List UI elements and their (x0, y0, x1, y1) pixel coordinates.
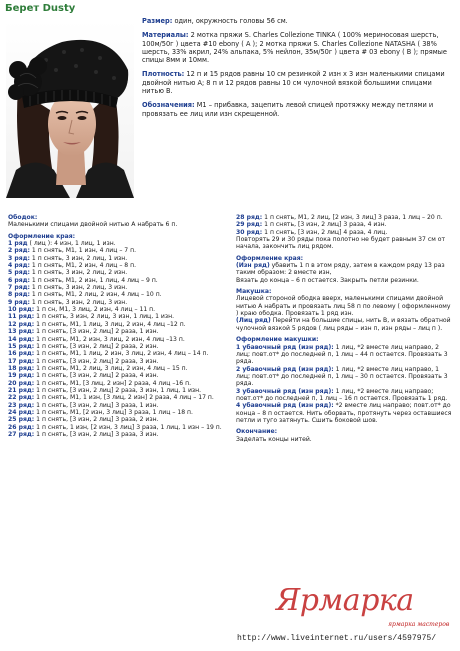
row-text: 1 п снять, М1, 2 изн, 3 лиц, 2 изн, 4 лиц –13 п. (34, 335, 185, 343)
row-number: 20 ряд: (8, 379, 35, 387)
section-heading: Окончание: (236, 428, 278, 436)
hat-photo (6, 20, 134, 198)
section-heading: Оформление макушки: (236, 336, 319, 344)
pattern-info (142, 17, 454, 124)
row-number: 3 убавочный ряд (изн ряд): (236, 387, 334, 395)
instruction-row (236, 388, 454, 403)
row-number: 10 ряд: (8, 306, 35, 314)
row-number: 23 ряд: (8, 401, 35, 409)
row-text: 1 лиц, *2 вместе лиц направо; повт.от* до последней п, 1 лиц – 16 п остается. Провязать 1 ряд. (236, 387, 448, 402)
row-number: 9 ряд: (8, 298, 30, 306)
row-text: Перейти на большие спицы, нить В, и вязать обратной чулочной вязкой 5 рядов ( лиц ряды – изн п, изн ряды – лиц п ). (236, 317, 451, 332)
instruction-row (8, 240, 226, 247)
instruction-row (8, 431, 226, 438)
instruction-row (8, 321, 226, 328)
row-number: 5 ряд: (8, 269, 30, 277)
row-text: 1 п снять, [3 изн, 2 лиц] 3 раза, 3 изн. (34, 430, 159, 438)
row-text: 1 п снять, [3 изн, 2 лиц] 2 раза, 3 изн, 1 лиц, 1 изн. (34, 386, 202, 394)
row-number: 24 ряд: (8, 408, 35, 416)
row-number: 15 ряд: (8, 342, 35, 350)
instruction-text: Повторять 29 и 30 ряды пока полотно не будет равным 37 см от начала, закончить лиц рядом. (236, 236, 446, 251)
row-number: 3 ряд: (8, 254, 30, 262)
density-info: Плотность: 12 п и 15 рядов равны 10 см резинкой 2 изн х 3 изн маленькими спицами двойной нитью А; 8 п и 12 рядов равны 10 см чулочной вязкой большими спицами нитью В. (142, 70, 445, 96)
row-number: 13 ряд: (8, 328, 35, 336)
row-text: 1 п снять, [3 изн, 2 лиц] 2 раза, 4 изн. (34, 372, 159, 380)
instruction-row (8, 424, 226, 431)
row-number: 6 ряд: (8, 276, 30, 284)
row-number: (Изн ряд) (236, 262, 270, 270)
instruction-row (236, 344, 454, 366)
instruction-row (236, 317, 454, 332)
instruction-row (8, 262, 226, 269)
row-number: 2 ряд: (8, 247, 30, 255)
instruction-row (8, 358, 226, 365)
row-number: 1 убавочный ряд (изн ряд): (236, 343, 334, 351)
instruction-row (8, 313, 226, 320)
instruction-row (8, 269, 226, 276)
instruction-row (236, 366, 454, 388)
row-text: 1 п снять, [3 изн, 2 лиц] 3 раза, 4 изн. (262, 221, 387, 229)
source-url: http://www.liveinternet.ru/users/4597975/ (237, 634, 437, 643)
instruction-text: Заделать концы нитей. (236, 435, 312, 443)
row-text: 1 п снять, [3 изн, 2 лиц] 4 раза, 4 лиц. (262, 228, 388, 236)
row-text: 1 п снять, М1, 1 изн, 4 лиц – 7 п. (30, 247, 137, 255)
instruction-row (236, 402, 454, 424)
instruction-row (8, 416, 226, 423)
row-number: 2 убавочный ряд (изн ряд): (236, 365, 334, 373)
row-text: 1 п снять, 3 изн, 2 лиц, 3 изн. (30, 298, 128, 306)
instruction-row (8, 247, 226, 254)
row-text: 1 п снять, М1, 1 изн, [3 лиц, 2 изн] 2 раза, 4 лиц – 17 п. (34, 394, 214, 402)
row-number: 1 ряд (8, 240, 28, 248)
row-number: 4 убавочный ряд (изн ряд): (236, 402, 334, 410)
section-heading: Оформление края: (236, 254, 304, 262)
instructions-left-column (8, 214, 226, 438)
instruction-row (8, 343, 226, 350)
row-text: 1 п снять, М1, 1 лиц, 2 изн, 3 лиц, 2 изн, 4 лиц – 14 п. (34, 350, 209, 358)
row-number: 26 ряд: (8, 423, 35, 431)
row-text: 1 п снять, М1, 1 лиц, 3 лиц, 2 изн, 4 лиц –12 п. (34, 320, 186, 328)
row-text: 1 п снять, 1 изн, [2 изн, 3 лиц] 3 раза, 1 лиц, 1 изн – 19 п. (34, 423, 222, 431)
instruction-row (8, 277, 226, 284)
instruction-row (8, 380, 226, 387)
row-text: 1 п снять, М1, 2 лиц, [2 изн, 3 лиц] 3 раза, 1 лиц – 20 п. (262, 214, 443, 221)
row-number: 21 ряд: (8, 386, 35, 394)
page-title: Берет Dusty (5, 3, 76, 14)
instruction-row (8, 394, 226, 401)
instructions-right-column (236, 214, 454, 443)
instruction-row (8, 409, 226, 416)
row-number: (Лиц ряд) (236, 317, 271, 325)
instruction-row (8, 350, 226, 357)
row-text: 1 п снять, 3 изн, 2 лиц, 2 изн. (30, 269, 128, 277)
row-text: 1 п снять, [3 изн, 2 лиц] 3 раза, 1 изн. (34, 401, 159, 409)
row-text: 1 п снять, М1, [2 изн, 3 лиц] 3 раза, 1 лиц – 18 п. (34, 408, 193, 416)
section-heading: Оформление края: (8, 232, 76, 240)
row-text: *2 вместе лиц направо; повт.от* до конца – 8 п остается. Нить оборвать, протянуть через оставшиеся петли и туго затянуть. Сшить боковой шов. (236, 402, 452, 424)
row-text: 1 п снять, М1, [3 лиц, 2 изн] 2 раза, 4 лиц –16 п. (34, 379, 192, 387)
instruction-row (236, 221, 454, 228)
instruction-row (8, 336, 226, 343)
row-text: 1 п снять, 3 изн, 2 лиц, 3 изн. (30, 284, 128, 292)
instruction-row (8, 372, 226, 379)
instruction-row (8, 402, 226, 409)
row-text: 1 лиц, *2 вместе лиц направо, 1 лиц; повт.от* до последней п, 1 лиц – 30 п остается. Провязать 3 ряда. (236, 365, 448, 388)
row-number: 27 ряд: (8, 430, 35, 438)
instruction-row (8, 255, 226, 262)
size-info: Размер: один, окружность головы 56 см. (142, 17, 288, 25)
row-number: 19 ряд: (8, 372, 35, 380)
instruction-row (8, 284, 226, 291)
row-text: 1 п снять, М1, 2 лиц, 3 лиц, 2 изн, 4 лиц – 15 п. (34, 364, 188, 372)
row-text: 1 п снять, 3 изн, 2 лиц, 1 изн. (30, 254, 128, 262)
row-text: 1 п снять, М1, 2 лиц, 2 изн, 4 лиц – 10 п. (30, 291, 162, 299)
instruction-row (8, 306, 226, 313)
row-text: 1 п снять, [3 изн, 2 лиц] 2 раза, 2 изн. (34, 342, 159, 350)
instruction-row (8, 299, 226, 306)
instruction-row (8, 328, 226, 335)
row-number: 29 ряд: (236, 221, 263, 229)
row-number: 4 ряд: (8, 262, 30, 270)
row-text: 1 п снять, М1, 2 изн, 1 лиц, 4 лиц – 9 п. (30, 276, 158, 284)
row-number: 18 ряд: (8, 364, 35, 372)
row-text: 1 п снять, [3 изн, 2 лиц] 3 раза, 2 изн. (34, 416, 159, 424)
row-text: 1 п снять, М1, 2 изн, 4 лиц – 8 п. (30, 262, 137, 270)
instruction-row (8, 365, 226, 372)
row-text: 1 п снять, [3 изн, 2 лиц] 2 раза, 1 изн. (34, 328, 159, 336)
row-number: 14 ряд: (8, 335, 35, 343)
row-number: 17 ряд: (8, 357, 35, 365)
watermark-subtext: ярмарка мастеров (388, 621, 450, 628)
section-heading: Ободок: (8, 214, 38, 221)
instruction-row (236, 262, 454, 277)
row-number: 7 ряд: (8, 284, 30, 292)
section-heading: Макушка: (236, 288, 272, 296)
row-text: ( лиц ): 4 изн, 1 лиц, 1 изн. (27, 240, 116, 248)
row-number: 12 ряд: (8, 320, 35, 328)
instruction-row (236, 214, 454, 221)
instruction-row (8, 387, 226, 394)
instruction-text: Маленькими спицами двойной нитью А набрать 6 п. (8, 221, 178, 229)
row-number: 25 ряд: (8, 416, 35, 424)
instruction-text: Вязать до конца – 6 п остается. Закрыть петли резинки. (236, 276, 419, 284)
row-text: 1 п снять, 3 изн, 2 лиц, 3 изн, 1 лиц, 1 изн. (34, 313, 175, 321)
row-number: 28 ряд: (236, 214, 263, 221)
row-text: 1 п сн, М1, 3 лиц, 2 изн, 4 лиц – 11 п. (34, 306, 156, 314)
row-number: 11 ряд: (8, 313, 35, 321)
row-number: 8 ряд: (8, 291, 30, 299)
instruction-text: Лицевой стороной ободка вверх, маленькими спицами двойной нитью А набрать и провязать лиц 58 п по левому ( оформленному ) краю ободка. Провязать 1 ряд изн. (236, 295, 451, 318)
watermark-logo: Ярмарка (276, 583, 414, 618)
row-text: 1 лиц, *2 вместе лиц направо, 2 лиц; повт.от* до последней п, 1 лиц – 44 п остается. Провязать 3 ряда. (236, 343, 448, 366)
row-number: 16 ряд: (8, 350, 35, 358)
notation-info: Обозначения: М1 – прибавка, зацепить левой спицей протяжку между петлями и провязать ее лиц или изн скрещенной. (142, 101, 434, 118)
row-text: убавить 1 п в этом ряду, затем в каждом ряду 13 раз таким образом: 2 вместе изн, (236, 262, 445, 277)
instruction-row (236, 229, 454, 236)
materials-info: Материалы: 2 мотка пряжи S. Charles Collezione TINKA ( 100% мериносовая шерсть, 100м/50г ) цвета #10 ebony ( А ); 2 мотка пряжи S. Charles Collezione NATASHA ( 38% шерсть, 33% акрил, 24% альпака, 5% нейлон, 35м/50г ) цвета # 03 ebony ( В ); прямые спицы 8мм и 10мм. (142, 31, 447, 65)
row-number: 30 ряд: (236, 228, 263, 236)
row-number: 22 ряд: (8, 394, 35, 402)
instruction-row (8, 291, 226, 298)
row-text: 1 п снять, [3 изн, 2 лиц] 2 раза, 3 изн. (34, 357, 159, 365)
